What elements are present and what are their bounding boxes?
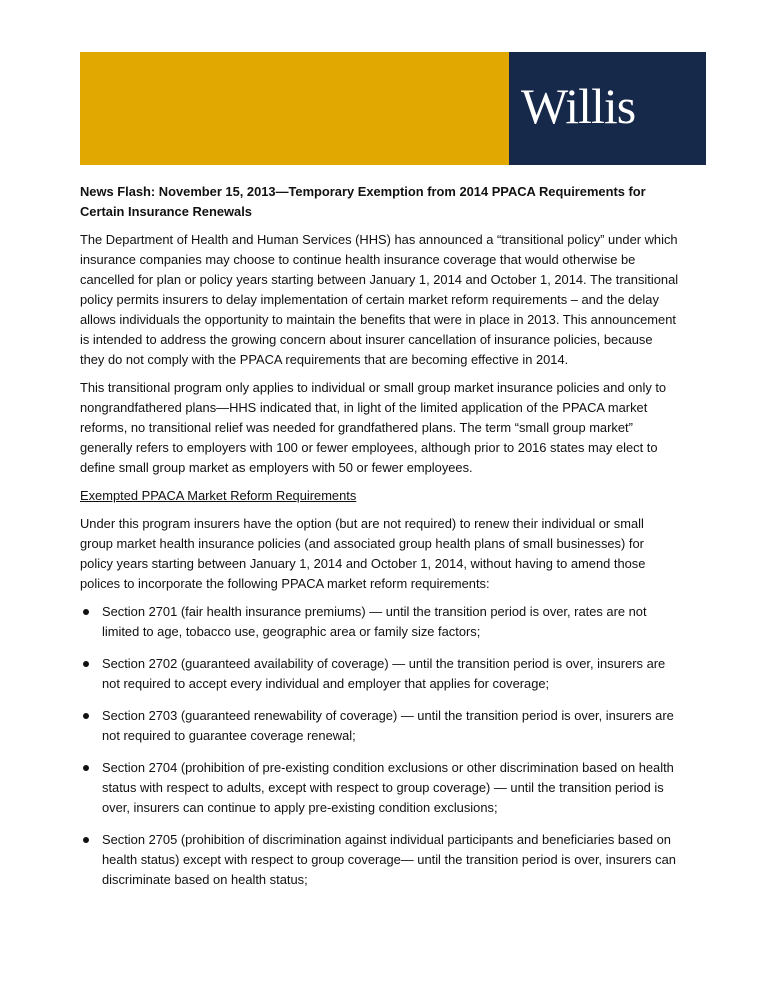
section-heading: Exempted PPACA Market Reform Requirements — [80, 488, 357, 503]
requirement-item — [80, 654, 680, 694]
requirement-item — [80, 706, 680, 746]
requirements-list — [80, 602, 680, 890]
section-intro: Under this program insurers have the option (but are not required) to renew their individual or small group market health insurance policies (and associated group health plans of small businesses) for policy years starting between January 1, 2014 and October 1, 2014, without having to amend those polices to incorporate the following PPACA market reform requirements: — [80, 516, 646, 591]
bullet-icon — [83, 661, 89, 667]
header-banner — [80, 52, 706, 165]
requirement-text: Section 2702 (guaranteed availability of coverage) — until the transition period is over, insurers are not required to accept every individual and employer that applies for coverage; — [102, 656, 666, 691]
paragraph-transitional-policy: The Department of Health and Human Services (HHS) has announced a “transitional policy” under which insurance companies may choose to continue health insurance coverage that would otherwise be cancelled for plan or policy years starting between January 1, 2014 and October 1, 2014. The transitional policy permits insurers to delay implementation of certain market reform requirements – and the delay allows individuals the opportunity to maintain the benefits that were in place in 2013. This announcement is intended to address the growing concern about insurer cancellation of insurance policies, because they do not comply with the PPACA requirements that are becoming effective in 2014. — [80, 232, 679, 367]
bullet-icon — [83, 765, 89, 771]
requirement-item — [80, 602, 680, 642]
document-body — [80, 182, 680, 902]
requirement-text: Section 2705 (prohibition of discrimination against individual participants and beneficiaries based on health status) except with respect to group coverage— until the transition period is over, insurers can discriminate based on health status; — [102, 832, 676, 887]
requirement-text: Section 2703 (guaranteed renewability of coverage) — until the transition period is over, insurers are not required to guarantee coverage renewal; — [102, 708, 674, 743]
paragraph-program-scope: This transitional program only applies to individual or small group market insurance policies and only to nongrandfathered plans—HHS indicated that, in light of the limited application of the PPACA market reforms, no transitional relief was needed for grandfathered plans. The term “small group market” generally refers to employers with 100 or fewer employees, although prior to 2016 states may elect to define small group market as employers with 50 or fewer employees. — [80, 380, 667, 475]
banner-gold-block — [80, 52, 509, 165]
requirement-text: Section 2701 (fair health insurance premiums) — until the transition period is over, rates are not limited to age, tobacco use, geographic area or family size factors; — [102, 604, 647, 639]
bullet-icon — [83, 713, 89, 719]
requirement-text: Section 2704 (prohibition of pre-existing condition exclusions or other discrimination based on health status with respect to adults, except with respect to group coverage) — until the transition period is over, insurers can continue to apply pre-existing condition exclusions; — [102, 760, 674, 815]
news-flash-title: News Flash: November 15, 2013—Temporary Exemption from 2014 PPACA Requirements for Certain Insurance Renewals — [80, 184, 646, 219]
requirement-item — [80, 758, 680, 818]
willis-logo: Willis — [521, 78, 636, 134]
logo-panel — [509, 52, 706, 165]
bullet-icon — [83, 609, 89, 615]
bullet-icon — [83, 837, 89, 843]
requirement-item — [80, 830, 680, 890]
